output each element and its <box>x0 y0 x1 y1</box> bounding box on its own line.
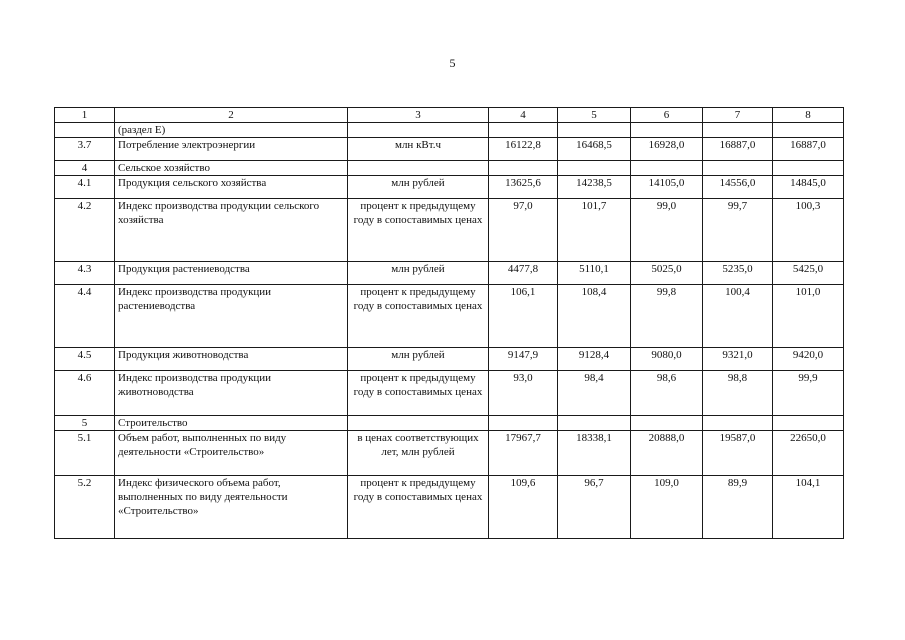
value-cell-col5: 101,7 <box>558 199 631 262</box>
indicator-name-cell: Индекс производства продукции животноводства <box>115 371 348 416</box>
value-cell-col7 <box>703 416 773 431</box>
table-row <box>55 138 844 161</box>
value-cell-col8: 100,3 <box>773 199 844 262</box>
value-cell-col5 <box>558 416 631 431</box>
row-number-cell: 5.1 <box>55 431 115 476</box>
unit-cell <box>348 161 489 176</box>
indicator-name-cell: (раздел Е) <box>115 123 348 138</box>
table-row <box>55 348 844 371</box>
table-row <box>55 199 844 262</box>
value-cell-col6: 109,0 <box>631 476 703 539</box>
value-cell-col8: 9420,0 <box>773 348 844 371</box>
value-cell-col4: 93,0 <box>489 371 558 416</box>
indicator-name-cell: Продукция животноводства <box>115 348 348 371</box>
value-cell-col6 <box>631 161 703 176</box>
value-cell-col4 <box>489 416 558 431</box>
value-cell-col7: 98,8 <box>703 371 773 416</box>
value-cell-col7: 100,4 <box>703 285 773 348</box>
value-cell-col5: 16468,5 <box>558 138 631 161</box>
value-cell-col8: 22650,0 <box>773 431 844 476</box>
row-number-cell: 5.2 <box>55 476 115 539</box>
table-row <box>55 371 844 416</box>
value-cell-col5: 14238,5 <box>558 176 631 199</box>
table-row <box>55 262 844 285</box>
unit-cell: процент к предыдущему году в сопоставимых ценах <box>348 199 489 262</box>
value-cell-col6: 20888,0 <box>631 431 703 476</box>
value-cell-col7 <box>703 161 773 176</box>
table-row <box>55 285 844 348</box>
value-cell-col5: 98,4 <box>558 371 631 416</box>
table-row <box>55 431 844 476</box>
value-cell-col4 <box>489 161 558 176</box>
value-cell-col4: 4477,8 <box>489 262 558 285</box>
indicator-name-cell: Индекс производства продукции сельского хозяйства <box>115 199 348 262</box>
row-number-cell: 4 <box>55 161 115 176</box>
table-header-row <box>55 108 844 123</box>
value-cell-col6: 98,6 <box>631 371 703 416</box>
value-cell-col6: 9080,0 <box>631 348 703 371</box>
value-cell-col4: 17967,7 <box>489 431 558 476</box>
row-number-cell: 3.7 <box>55 138 115 161</box>
indicator-name-cell: Продукция растениеводства <box>115 262 348 285</box>
indicator-name-cell: Индекс физического объема работ, выполненных по виду деятельности «Строительство» <box>115 476 348 539</box>
header-cell: 2 <box>115 108 348 123</box>
row-number-cell: 4.1 <box>55 176 115 199</box>
unit-cell: процент к предыдущему году в сопоставимых ценах <box>348 476 489 539</box>
row-number-cell: 4.2 <box>55 199 115 262</box>
value-cell-col4: 106,1 <box>489 285 558 348</box>
unit-cell: млн рублей <box>348 348 489 371</box>
value-cell-col4: 97,0 <box>489 199 558 262</box>
row-number-cell: 4.4 <box>55 285 115 348</box>
value-cell-col7: 9321,0 <box>703 348 773 371</box>
value-cell-col7: 16887,0 <box>703 138 773 161</box>
indicator-name-cell: Продукция сельского хозяйства <box>115 176 348 199</box>
unit-cell <box>348 416 489 431</box>
table-row <box>55 123 844 138</box>
value-cell-col8: 16887,0 <box>773 138 844 161</box>
header-cell: 3 <box>348 108 489 123</box>
table-row <box>55 176 844 199</box>
row-number-cell: 4.6 <box>55 371 115 416</box>
value-cell-col8: 5425,0 <box>773 262 844 285</box>
value-cell-col7 <box>703 123 773 138</box>
header-cell: 1 <box>55 108 115 123</box>
value-cell-col8: 104,1 <box>773 476 844 539</box>
value-cell-col8: 99,9 <box>773 371 844 416</box>
unit-cell: млн рублей <box>348 176 489 199</box>
indicator-name-cell: Индекс производства продукции растениеводства <box>115 285 348 348</box>
value-cell-col4: 13625,6 <box>489 176 558 199</box>
value-cell-col4 <box>489 123 558 138</box>
value-cell-col7: 14556,0 <box>703 176 773 199</box>
value-cell-col4: 9147,9 <box>489 348 558 371</box>
value-cell-col8: 101,0 <box>773 285 844 348</box>
value-cell-col6: 99,0 <box>631 199 703 262</box>
value-cell-col5 <box>558 123 631 138</box>
table-row <box>55 416 844 431</box>
value-cell-col6: 99,8 <box>631 285 703 348</box>
value-cell-col5: 18338,1 <box>558 431 631 476</box>
page-number: 5 <box>449 56 456 70</box>
header-cell: 6 <box>631 108 703 123</box>
unit-cell: млн кВт.ч <box>348 138 489 161</box>
value-cell-col7: 5235,0 <box>703 262 773 285</box>
row-number-cell: 4.3 <box>55 262 115 285</box>
value-cell-col5 <box>558 161 631 176</box>
value-cell-col6 <box>631 123 703 138</box>
table-body <box>55 108 844 539</box>
unit-cell: в ценах соответствующих лет, млн рублей <box>348 431 489 476</box>
row-number-cell: 5 <box>55 416 115 431</box>
header-cell: 8 <box>773 108 844 123</box>
unit-cell <box>348 123 489 138</box>
header-cell: 4 <box>489 108 558 123</box>
indicator-name-cell: Строительство <box>115 416 348 431</box>
value-cell-col6 <box>631 416 703 431</box>
table-row <box>55 161 844 176</box>
row-number-cell: 4.5 <box>55 348 115 371</box>
table-row <box>55 476 844 539</box>
value-cell-col8 <box>773 123 844 138</box>
value-cell-col4: 109,6 <box>489 476 558 539</box>
value-cell-col5: 9128,4 <box>558 348 631 371</box>
value-cell-col7: 89,9 <box>703 476 773 539</box>
value-cell-col6: 14105,0 <box>631 176 703 199</box>
unit-cell: процент к предыдущему году в сопоставимых ценах <box>348 285 489 348</box>
value-cell-col7: 19587,0 <box>703 431 773 476</box>
value-cell-col7: 99,7 <box>703 199 773 262</box>
value-cell-col6: 5025,0 <box>631 262 703 285</box>
value-cell-col4: 16122,8 <box>489 138 558 161</box>
value-cell-col8 <box>773 416 844 431</box>
value-cell-col8 <box>773 161 844 176</box>
unit-cell: млн рублей <box>348 262 489 285</box>
indicator-name-cell: Потребление электроэнергии <box>115 138 348 161</box>
value-cell-col5: 108,4 <box>558 285 631 348</box>
unit-cell: процент к предыдущему году в сопоставимых ценах <box>348 371 489 416</box>
value-cell-col8: 14845,0 <box>773 176 844 199</box>
data-table <box>54 107 844 539</box>
header-cell: 5 <box>558 108 631 123</box>
value-cell-col6: 16928,0 <box>631 138 703 161</box>
value-cell-col5: 5110,1 <box>558 262 631 285</box>
row-number-cell <box>55 123 115 138</box>
value-cell-col5: 96,7 <box>558 476 631 539</box>
indicator-name-cell: Сельское хозяйство <box>115 161 348 176</box>
header-cell: 7 <box>703 108 773 123</box>
indicator-name-cell: Объем работ, выполненных по виду деятельности «Строительство» <box>115 431 348 476</box>
